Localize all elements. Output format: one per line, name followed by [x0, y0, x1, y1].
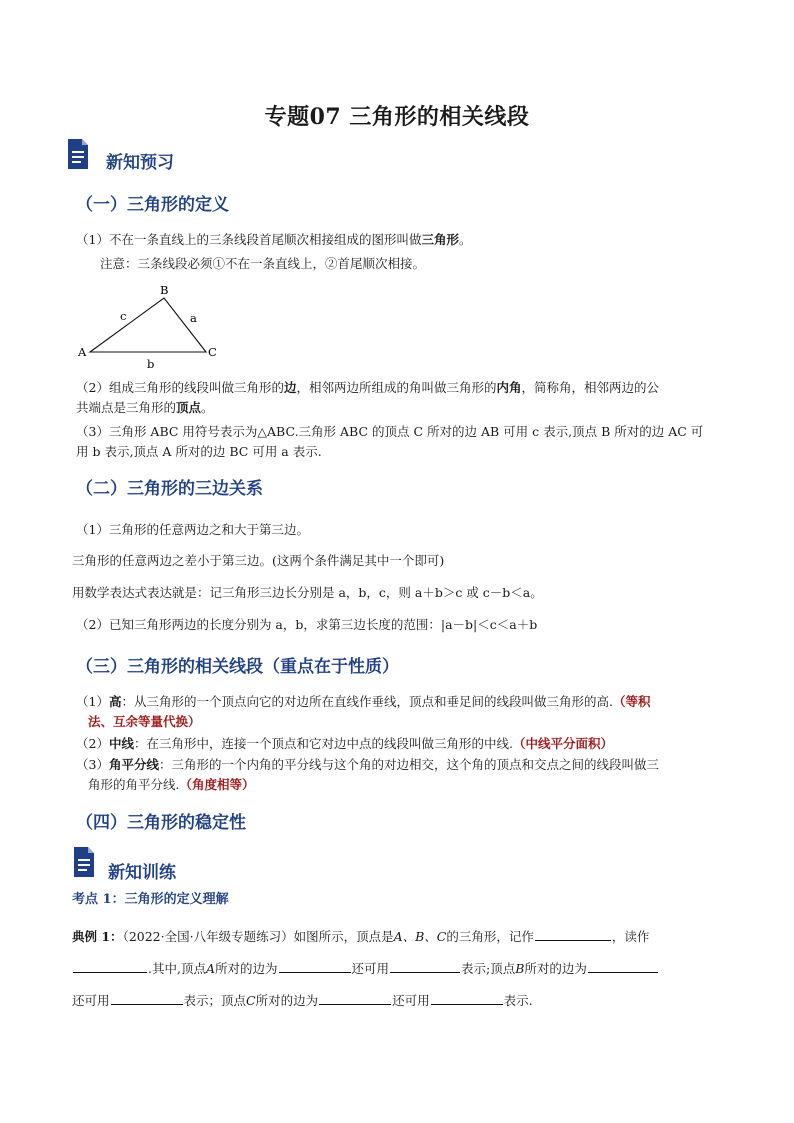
definition-note: 注意：三条线段必须①不在一条直线上，②首尾顺次相接。	[100, 256, 426, 271]
side-b-label: b	[147, 357, 155, 370]
segment-bisector	[76, 755, 736, 795]
definition-p3-line2: 用 b 表示,顶点 A 所对的边 BC 可用 a 表示.	[76, 444, 322, 459]
example-line-1	[72, 926, 732, 947]
vertex-a-label: A	[78, 345, 87, 359]
example-text: 表示.	[503, 993, 533, 1008]
heading-stability: （四）三角形的稳定性	[76, 813, 246, 833]
term-median: 中线	[108, 736, 134, 751]
median-note: （中线平分面积）	[512, 736, 613, 751]
heading-related-segments: （三）三角形的相关线段（重点在于性质）	[76, 657, 399, 677]
definition-p2-line2: 共端点是三角形的	[76, 400, 177, 415]
example-text: 表示;顶点	[461, 961, 516, 976]
example-text: 所对的边为	[214, 961, 278, 976]
section-preview-label: 新知预习	[106, 153, 174, 173]
example-text: 表示；顶点	[183, 993, 247, 1008]
triangle-shape	[90, 298, 206, 352]
heading-triangle-definition: （一）三角形的定义	[76, 195, 229, 215]
example-text: 所对的边为	[524, 961, 587, 976]
answer-blank[interactable]	[111, 990, 183, 1005]
answer-blank[interactable]	[588, 958, 658, 973]
definition-p2-text-c: ，相邻两边所组成的角叫做三角形的	[296, 380, 497, 395]
example-text: 还可用	[72, 993, 110, 1008]
answer-blank[interactable]	[535, 926, 611, 941]
definition-p1-term: 三角形	[421, 232, 459, 247]
example-line-2	[72, 958, 732, 979]
definition-p2	[76, 378, 736, 418]
term-vertex: 顶点	[176, 400, 202, 415]
example-vertices: A、B、C	[393, 929, 447, 944]
example-text: 如图所示，顶点是	[293, 929, 394, 944]
answer-blank[interactable]	[390, 958, 460, 973]
kaodian-title: 考点 1：三角形的定义理解	[72, 892, 229, 907]
example-source: （2022·全国·八年级专题练习）	[122, 929, 294, 944]
answer-blank[interactable]	[279, 958, 351, 973]
relation-3: 用数学表达式表达就是：记三角形三边长分别是 a，b，c，则 a＋b＞c 或 c－b＜a。	[72, 585, 543, 600]
section-training-label: 新知训练	[108, 863, 176, 883]
example-vertex-b: B	[515, 961, 525, 976]
document-icon	[72, 846, 96, 878]
segment-median-num: （2）	[76, 736, 109, 751]
side-c-label: c	[120, 309, 127, 323]
example-vertex-a: A	[205, 961, 215, 976]
relation-4: （2）已知三角形两边的长度分别为 a，b，求第三边长度的范围：|a－b|＜c＜a＋b	[76, 617, 538, 632]
example-text: 还可用	[351, 961, 390, 976]
answer-blank[interactable]	[431, 990, 503, 1005]
definition-p1	[76, 230, 736, 250]
section-preview	[66, 138, 266, 178]
segment-altitude-num: （1）	[76, 694, 109, 709]
definition-p2-text-d: ，简称角，相邻两边的公	[521, 380, 660, 395]
example-text: 所对的边为	[255, 993, 319, 1008]
example-text: 的三角形，记作	[446, 929, 534, 944]
example-text: 还可用	[392, 993, 430, 1008]
definition-p3-line1: （3）三角形 ABC 用符号表示为△ABC.三角形 ABC 的顶点 C 所对的边 AB 可用 c 表示,顶点 B 所对的边 AC 可	[76, 424, 704, 439]
term-angle-bisector: 角平分线	[108, 757, 159, 772]
definition-p1-text: （1）不在一条直线上的三条线段首尾顺次相接组成的图形叫做	[76, 232, 422, 247]
example-label: 典例 1：	[72, 929, 123, 944]
term-interior-angle: 内角	[496, 380, 522, 395]
segment-altitude	[76, 692, 736, 732]
altitude-note-2: 法、互余等量代换）	[88, 714, 201, 729]
page-title: 专题07 三角形的相关线段	[264, 104, 530, 130]
answer-blank[interactable]	[319, 990, 391, 1005]
example-text: ，读作	[611, 929, 650, 944]
definition-p3	[76, 422, 736, 462]
example-text: .其中,顶点	[148, 961, 206, 976]
segment-median	[76, 734, 736, 754]
section-training	[72, 846, 272, 886]
side-a-label: a	[190, 311, 197, 325]
document-icon	[66, 138, 90, 170]
term-side: 边	[283, 380, 297, 395]
segment-bisector-line2: 角形的角平分线.	[88, 777, 180, 792]
answer-blank[interactable]	[73, 958, 147, 973]
definition-p1-end: 。	[458, 232, 472, 247]
bisector-note: （角度相等）	[179, 777, 255, 792]
vertex-b-label: B	[160, 283, 169, 297]
example-vertex-c: C	[246, 993, 256, 1008]
segment-median-text: ：在三角形中，连接一个顶点和它对边中点的线段叫做三角形的中线.	[133, 736, 513, 751]
relation-1: （1）三角形的任意两边之和大于第三边。	[76, 522, 309, 537]
relation-2: 三角形的任意两边之差小于第三边。(这两个条件满足其中一个即可)	[72, 553, 445, 568]
definition-p2-end: 。	[201, 400, 214, 415]
definition-p2-text-a: （2）组成三角形的线段叫做三角形的	[76, 380, 284, 395]
segment-bisector-num: （3）	[76, 757, 109, 772]
segment-bisector-text: ：三角形的一个内角的平分线与这个角的对边相交，这个角的顶点和交点之间的线段叫做三	[158, 757, 659, 772]
example-line-3	[72, 990, 732, 1011]
vertex-c-label: C	[208, 345, 217, 359]
term-altitude: 高	[108, 694, 122, 709]
segment-altitude-text: ：从三角形的一个顶点向它的对边所在直线作垂线，顶点和垂足间的线段叫做三角形的高.	[121, 694, 613, 709]
triangle-figure	[74, 282, 224, 370]
heading-side-relations: （二）三角形的三边关系	[76, 479, 263, 499]
altitude-note-1: （等积	[612, 694, 651, 709]
